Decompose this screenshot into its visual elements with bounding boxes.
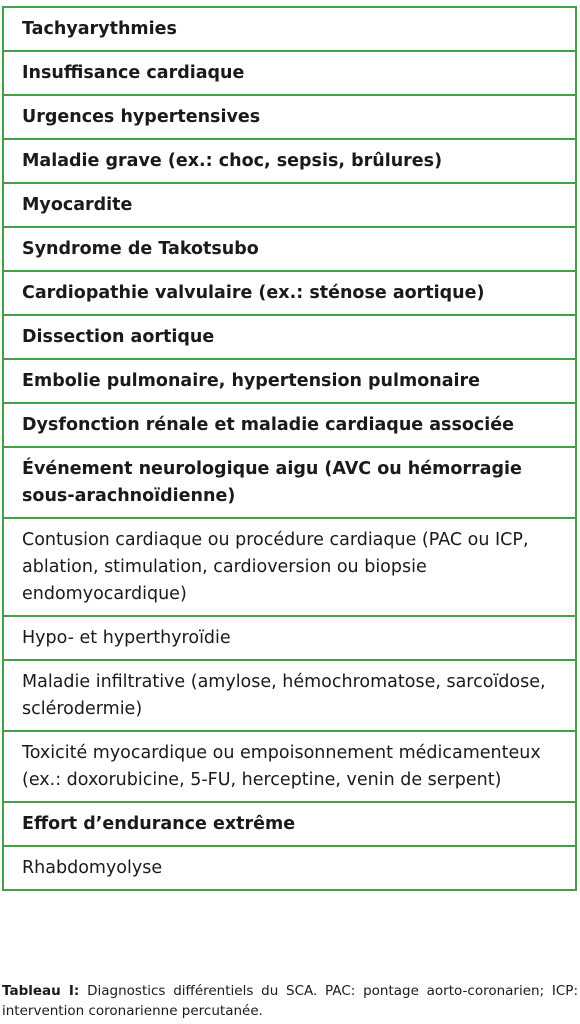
table-row: Tachyarythmies	[4, 8, 575, 52]
table-row: Événement neurologique aigu (AVC ou hémorragie sous-arachnoïdienne)	[4, 448, 575, 519]
differential-diagnosis-table	[2, 6, 577, 891]
caption-text: Diagnostics différentiels du SCA. PAC: pontage aorto-coronarien; ICP: intervention coronarienne percutanée.	[2, 983, 578, 1019]
table-row: Dysfonction rénale et maladie cardiaque associée	[4, 404, 575, 448]
table-row: Insuffisance cardiaque	[4, 52, 575, 96]
table-row: Syndrome de Takotsubo	[4, 228, 575, 272]
table-row: Urgences hypertensives	[4, 96, 575, 140]
table-row: Maladie infiltrative (amylose, hémochromatose, sarcoïdose, sclérodermie)	[4, 661, 575, 732]
caption-label: Tableau I:	[2, 983, 80, 999]
table-row: Myocardite	[4, 184, 575, 228]
table-row: Contusion cardiaque ou procédure cardiaque (PAC ou ICP, ablation, stimulation, cardioversion ou biopsie endomyocardique)	[4, 519, 575, 617]
table-caption	[2, 981, 578, 1021]
table-row: Dissection aortique	[4, 316, 575, 360]
table-row: Cardiopathie valvulaire (ex.: sténose aortique)	[4, 272, 575, 316]
table-row: Effort d’endurance extrême	[4, 803, 575, 847]
table-row: Hypo- et hyperthyroïdie	[4, 617, 575, 661]
table-row: Toxicité myocardique ou empoisonnement médicamenteux (ex.: doxorubicine, 5-FU, herceptine, venin de serpent)	[4, 732, 575, 803]
table-row: Embolie pulmonaire, hypertension pulmonaire	[4, 360, 575, 404]
table-row: Maladie grave (ex.: choc, sepsis, brûlures)	[4, 140, 575, 184]
table-row: Rhabdomyolyse	[22, 858, 163, 878]
